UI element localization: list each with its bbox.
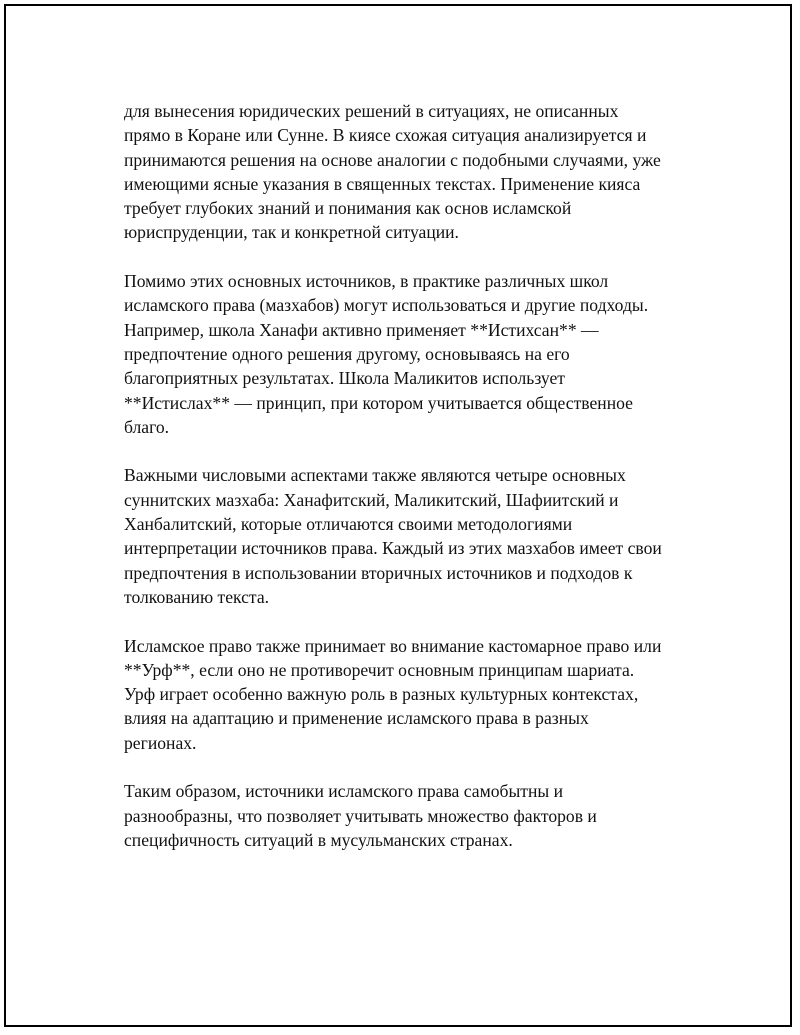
- paragraph-2: Помимо этих основных источников, в практике различных школ исламского права (мазхабов) могут использоваться и другие подходы. Например, школа Ханафи активно применяет **Истихсан** — предпочтение одного решения другому, основываясь на его благоприятных результатах. Школа Маликитов использует **Истислах** — принцип, при котором учитывается общественное благо.: [124, 271, 649, 437]
- paragraph-1: для вынесения юридических решений в ситуациях, не описанных прямо в Коране или Сунне. В киясе схожая ситуация анализируется и принимаются решения на основе аналогии с подобными случаями, уже имеющими ясные указания в священных текстах. Применение кияса требует глубоких знаний и понимания как основ исламской юриспруденции, так и конкретной ситуации.: [124, 101, 661, 243]
- page-frame: [4, 4, 792, 1027]
- paragraph-3: Важными числовыми аспектами также являются четыре основных суннитских мазхаба: Ханафитский, Маликитский, Шафиитский и Ханбалитский, которые отличаются своими методологиями интерпретации источников права. Каждый из этих мазхабов имеет свои предпочтения в использовании вторичных источников и подходов к толкованию текста.: [124, 465, 662, 607]
- paragraph-5: Таким образом, источники исламского права самобытны и разнообразны, что позволяет учитывать множество факторов и специфичность ситуаций в мусульманских странах.: [124, 781, 597, 850]
- document-body: [124, 99, 724, 877]
- paragraph-4: Исламское право также принимает во внимание кастомарное право или **Урф**, если оно не противоречит основным принципам шариата. Урф играет особенно важную роль в разных культурных контекстах, влияя на адаптацию и применение исламского права в разных регионах.: [124, 635, 662, 753]
